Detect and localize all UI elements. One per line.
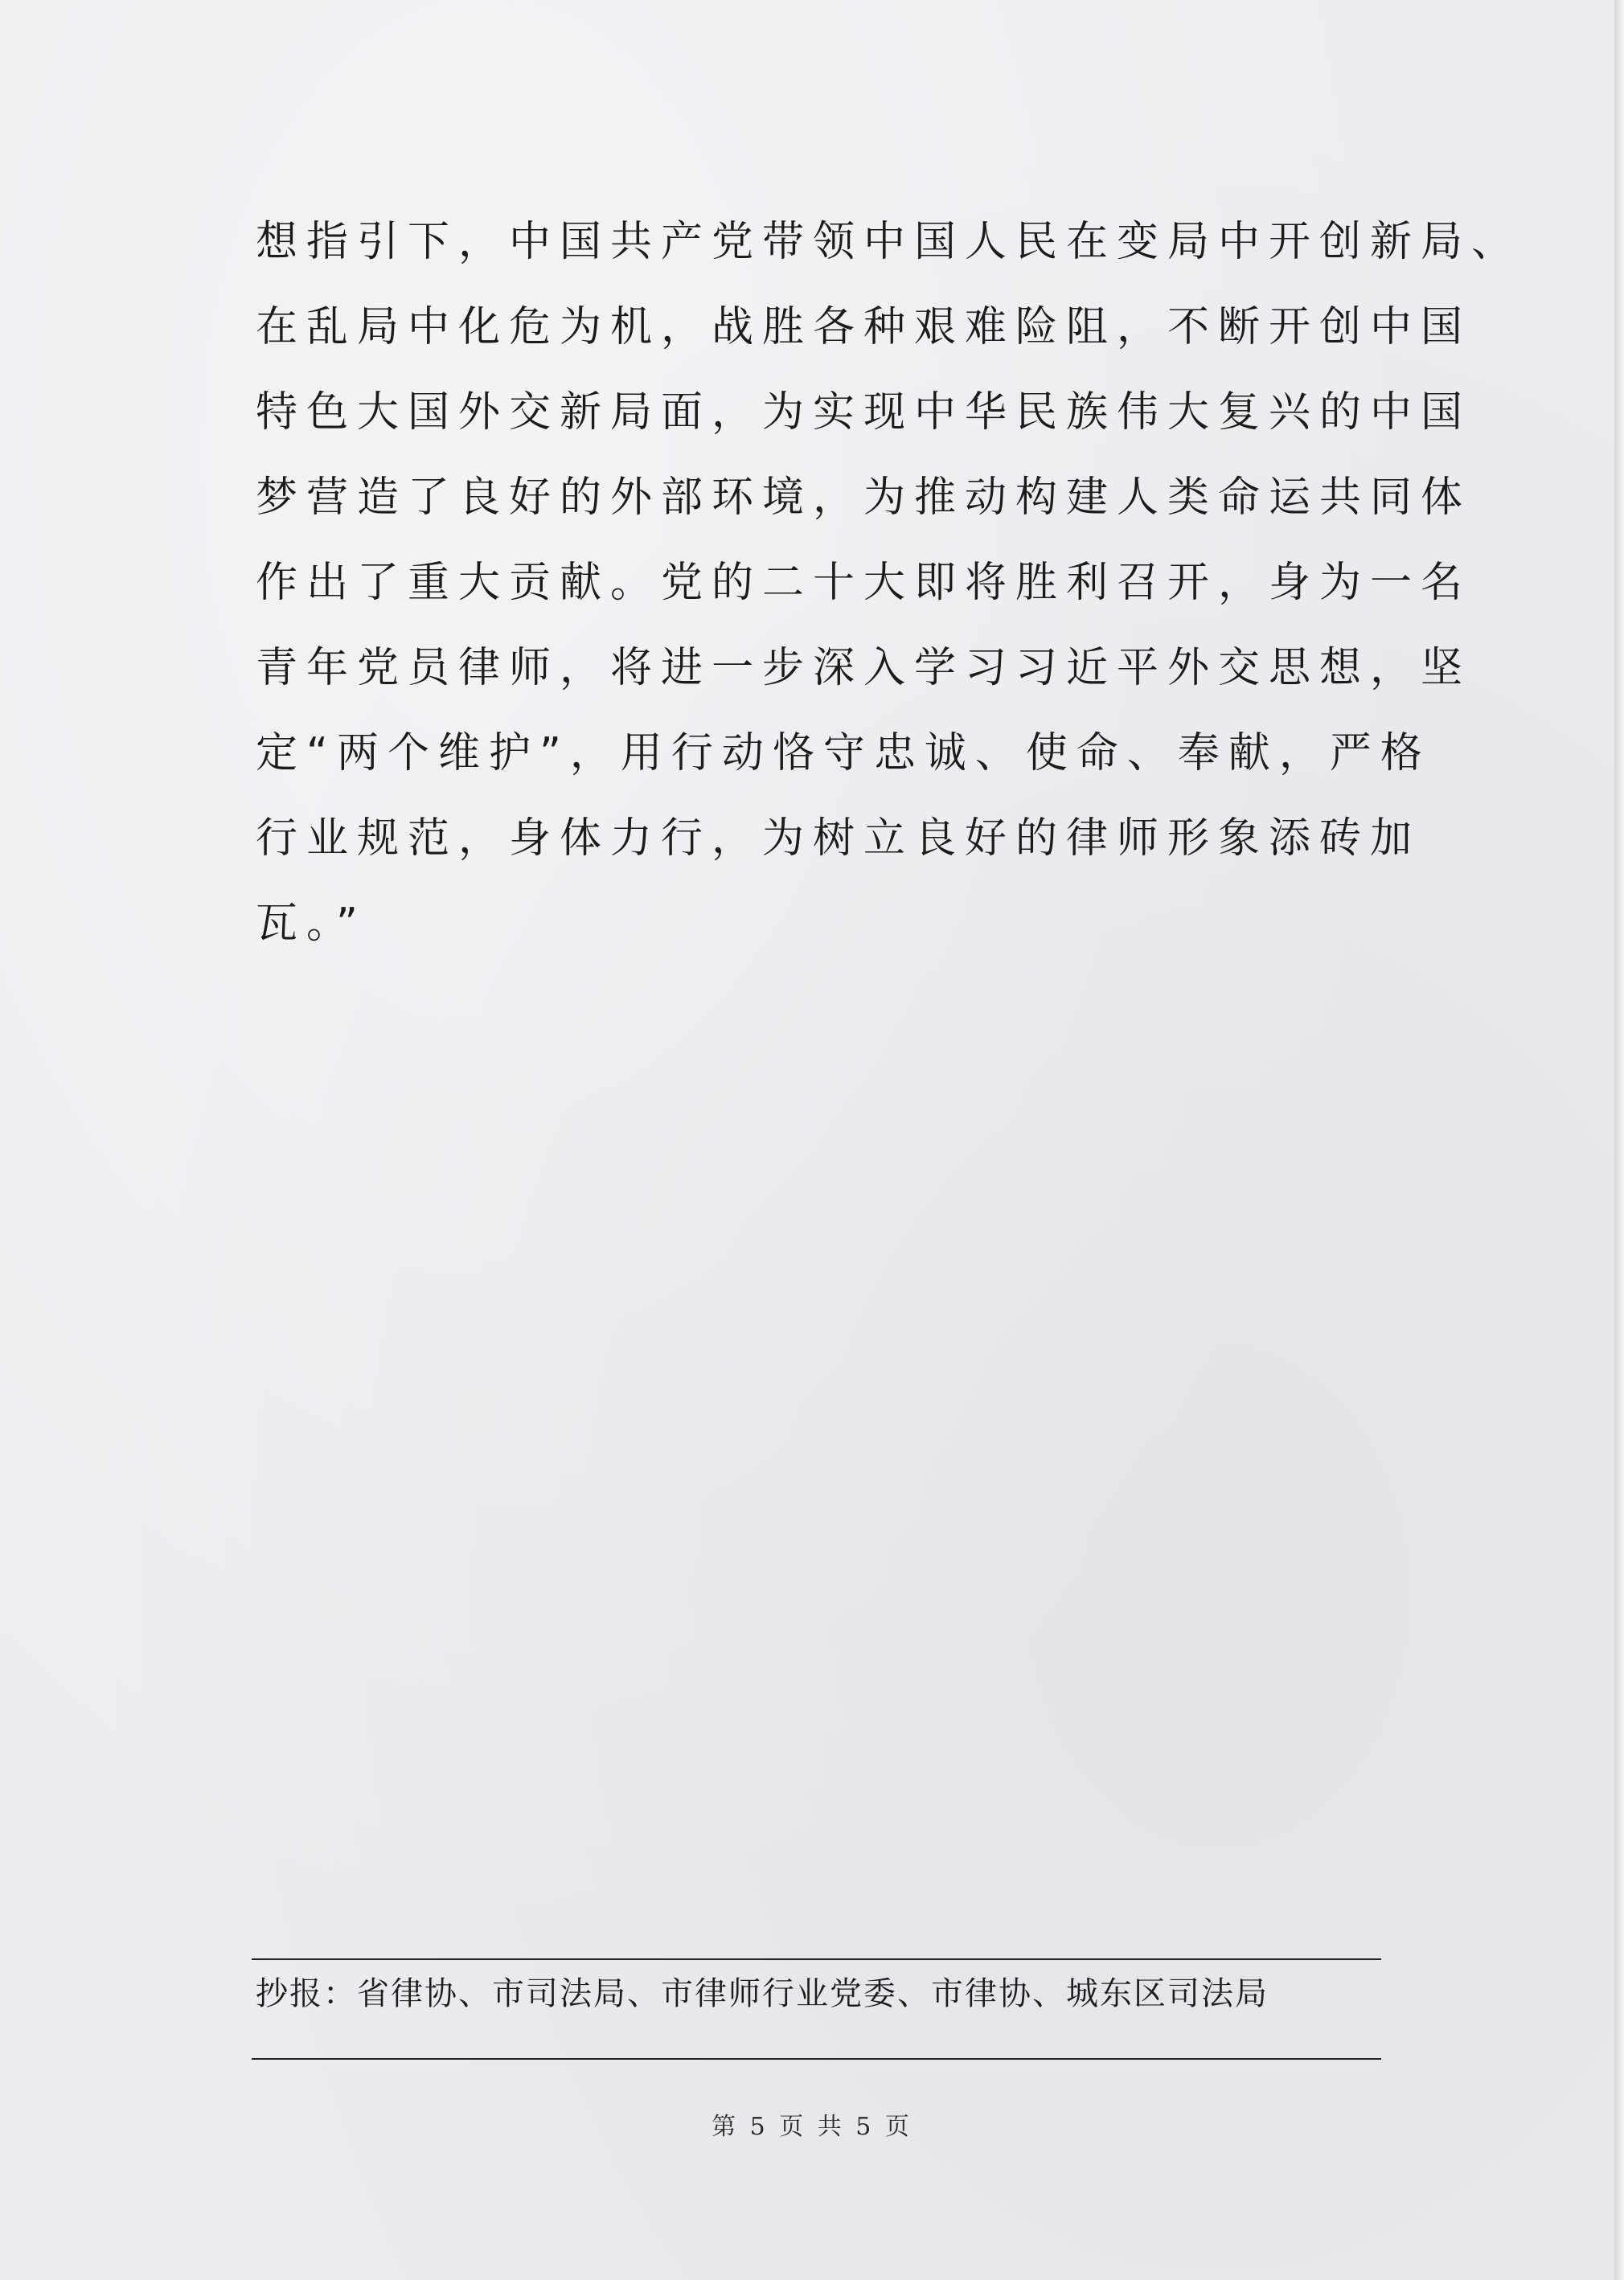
body-line: 瓦。” (256, 900, 367, 948)
body-line: 想指引下，中国共产党带领中国人民在变局中开创新局、 (256, 218, 1523, 266)
cc-recipients: 抄报：省律协、市司法局、市律师行业党委、市律协、城东区司法局 (256, 1975, 1269, 2012)
cc-top-rule (252, 1958, 1381, 1960)
body-line: 特色大国外交新局面，为实现中华民族伟大复兴的中国 (256, 388, 1472, 437)
page-number: 第 5 页 共 5 页 (712, 2113, 912, 2141)
body-line: 在乱局中化危为机，战胜各种艰难险阻，不断开创中国 (256, 303, 1472, 351)
cc-bottom-rule (252, 2058, 1381, 2060)
body-line: 青年党员律师，将进一步深入学习习近平外交思想，坚 (256, 644, 1472, 692)
body-line: 行业规范，身体力行，为树立良好的律师形象添砖加 (256, 814, 1421, 863)
body-text (256, 199, 1523, 966)
body-line: 定“两个维护”，用行动恪守忠诚、使命、奉献，严格 (256, 729, 1431, 777)
scan-edge-shadow (1614, 0, 1624, 2280)
body-line: 梦营造了良好的外部环境，为推动构建人类命运共同体 (256, 474, 1472, 522)
body-line: 作出了重大贡献。党的二十大即将胜利召开，身为一名 (256, 559, 1472, 607)
